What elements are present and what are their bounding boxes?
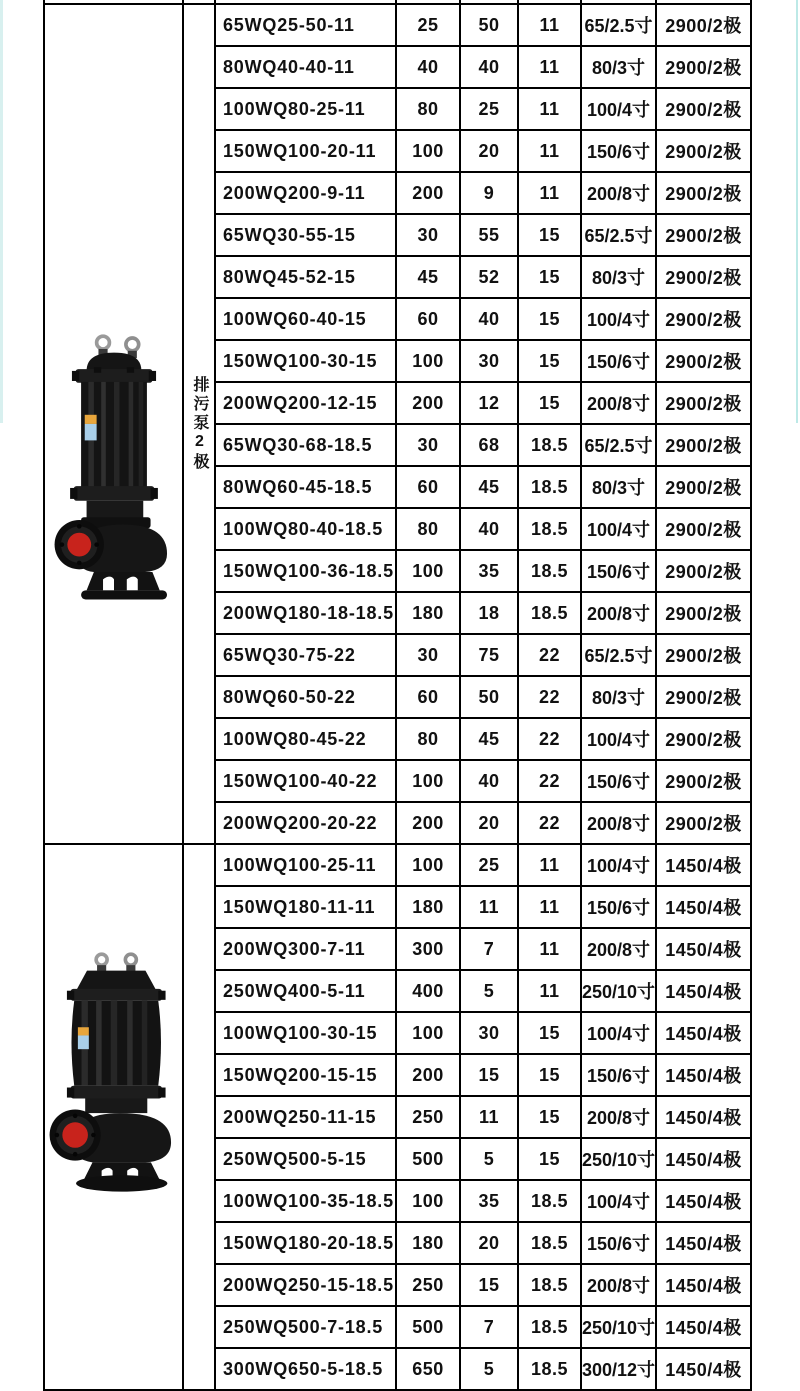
cell-speed: 2900/2极 [657, 635, 750, 677]
cell-speed: 2900/2极 [657, 341, 750, 383]
pump-spec-table [43, 0, 752, 1391]
cell-model: 200WQ250-11-15 [216, 1097, 397, 1139]
cell-flow: 300 [397, 929, 461, 971]
cell-model: 150WQ180-11-11 [216, 887, 397, 929]
cell-outlet: 100/4寸 [582, 509, 657, 551]
cell-power: 15 [519, 215, 582, 257]
cell-head: 52 [461, 257, 519, 299]
cell-power: 22 [519, 635, 582, 677]
cell-model: 150WQ100-30-15 [216, 341, 397, 383]
cell-model: 300WQ650-5-18.5 [216, 1349, 397, 1391]
cell-speed: 2900/2极 [657, 89, 750, 131]
cell-power: 11 [519, 173, 582, 215]
cell-model: 65WQ25-50-11 [216, 5, 397, 47]
cell-outlet: 100/4寸 [582, 719, 657, 761]
cell-power: 22 [519, 677, 582, 719]
cell-flow: 400 [397, 971, 461, 1013]
cell-model: 150WQ180-20-18.5 [216, 1223, 397, 1265]
cell-speed: 2900/2极 [657, 761, 750, 803]
cell-outlet: 150/6寸 [582, 551, 657, 593]
cell-speed: 2900/2极 [657, 425, 750, 467]
cell-power: 18.5 [519, 551, 582, 593]
cell-speed: 1450/4极 [657, 1013, 750, 1055]
cell-speed: 2900/2极 [657, 551, 750, 593]
cell-power: 18.5 [519, 1307, 582, 1349]
cell-head: 68 [461, 425, 519, 467]
cell-head: 45 [461, 467, 519, 509]
cell-power: 11 [519, 887, 582, 929]
cell-outlet: 65/2.5寸 [582, 635, 657, 677]
cell-speed: 1450/4极 [657, 929, 750, 971]
cell-outlet: 80/3寸 [582, 257, 657, 299]
cell-head: 15 [461, 1055, 519, 1097]
cell-speed: 1450/4极 [657, 1139, 750, 1181]
cell-flow: 60 [397, 467, 461, 509]
cell-flow: 180 [397, 593, 461, 635]
cell-speed: 2900/2极 [657, 215, 750, 257]
cell-model: 200WQ180-18-18.5 [216, 593, 397, 635]
cell-outlet: 100/4寸 [582, 1013, 657, 1055]
cell-flow: 100 [397, 1181, 461, 1223]
cell-speed: 2900/2极 [657, 299, 750, 341]
cell-speed: 2900/2极 [657, 383, 750, 425]
cell-head: 45 [461, 719, 519, 761]
page-edge-strip-left [0, 0, 3, 423]
cell-outlet: 200/8寸 [582, 1097, 657, 1139]
cell-model: 250WQ500-5-15 [216, 1139, 397, 1181]
cell-flow: 80 [397, 89, 461, 131]
cell-outlet: 100/4寸 [582, 845, 657, 887]
cell-flow: 180 [397, 887, 461, 929]
cell-flow: 100 [397, 845, 461, 887]
cell-flow: 180 [397, 1223, 461, 1265]
cell-model: 150WQ200-15-15 [216, 1055, 397, 1097]
cell-speed: 2900/2极 [657, 803, 750, 845]
cell-flow: 200 [397, 803, 461, 845]
cell-head: 5 [461, 1349, 519, 1391]
cell-model: 65WQ30-55-15 [216, 215, 397, 257]
cell-head: 11 [461, 887, 519, 929]
cell-outlet: 200/8寸 [582, 383, 657, 425]
cell-head: 35 [461, 551, 519, 593]
sewage-pump-image [50, 330, 178, 602]
cell-speed: 1450/4极 [657, 1055, 750, 1097]
cell-outlet: 80/3寸 [582, 677, 657, 719]
cell-outlet: 150/6寸 [582, 341, 657, 383]
cell-power: 11 [519, 5, 582, 47]
cell-flow: 200 [397, 1055, 461, 1097]
cell-speed: 2900/2极 [657, 47, 750, 89]
cell-flow: 30 [397, 425, 461, 467]
cell-flow: 30 [397, 215, 461, 257]
cell-power: 15 [519, 1055, 582, 1097]
cell-speed: 1450/4极 [657, 1097, 750, 1139]
cell-model: 100WQ100-35-18.5 [216, 1181, 397, 1223]
cell-outlet: 150/6寸 [582, 887, 657, 929]
cell-flow: 60 [397, 299, 461, 341]
table-section-2pole [45, 5, 750, 845]
cell-power: 22 [519, 719, 582, 761]
cell-speed: 2900/2极 [657, 131, 750, 173]
sewage-pump-image [45, 946, 182, 1198]
cell-speed: 2900/2极 [657, 677, 750, 719]
cell-head: 25 [461, 89, 519, 131]
cell-outlet: 250/10寸 [582, 1139, 657, 1181]
cell-flow: 500 [397, 1139, 461, 1181]
cell-model: 250WQ400-5-11 [216, 971, 397, 1013]
cell-flow: 40 [397, 47, 461, 89]
page-edge-strip-right [796, 0, 798, 423]
cell-power: 18.5 [519, 1349, 582, 1391]
cell-flow: 100 [397, 131, 461, 173]
cell-outlet: 250/10寸 [582, 971, 657, 1013]
cell-flow: 45 [397, 257, 461, 299]
cell-model: 200WQ250-15-18.5 [216, 1265, 397, 1307]
cell-speed: 2900/2极 [657, 719, 750, 761]
cell-speed: 2900/2极 [657, 5, 750, 47]
cell-model: 100WQ80-25-11 [216, 89, 397, 131]
cell-head: 25 [461, 845, 519, 887]
cell-flow: 500 [397, 1307, 461, 1349]
cell-head: 18 [461, 593, 519, 635]
cell-speed: 2900/2极 [657, 467, 750, 509]
cell-power: 18.5 [519, 593, 582, 635]
cell-speed: 2900/2极 [657, 509, 750, 551]
cell-head: 5 [461, 971, 519, 1013]
cell-power: 15 [519, 1097, 582, 1139]
cell-model: 80WQ60-45-18.5 [216, 467, 397, 509]
cell-flow: 25 [397, 5, 461, 47]
cell-flow: 250 [397, 1097, 461, 1139]
cell-flow: 100 [397, 1013, 461, 1055]
cell-model: 80WQ45-52-15 [216, 257, 397, 299]
cell-speed: 2900/2极 [657, 257, 750, 299]
cell-model: 100WQ80-40-18.5 [216, 509, 397, 551]
cell-model: 150WQ100-40-22 [216, 761, 397, 803]
cell-outlet: 150/6寸 [582, 1055, 657, 1097]
cell-power: 11 [519, 929, 582, 971]
cell-speed: 1450/4极 [657, 1349, 750, 1391]
cell-outlet: 250/10寸 [582, 1307, 657, 1349]
cell-head: 35 [461, 1181, 519, 1223]
cell-model: 150WQ100-20-11 [216, 131, 397, 173]
cell-speed: 1450/4极 [657, 971, 750, 1013]
cell-outlet: 300/12寸 [582, 1349, 657, 1391]
cell-model: 200WQ200-12-15 [216, 383, 397, 425]
cell-flow: 30 [397, 635, 461, 677]
cell-outlet: 100/4寸 [582, 299, 657, 341]
cell-head: 12 [461, 383, 519, 425]
cell-outlet: 65/2.5寸 [582, 5, 657, 47]
product-image-cell [45, 5, 184, 845]
cell-outlet: 80/3寸 [582, 467, 657, 509]
cell-outlet: 65/2.5寸 [582, 425, 657, 467]
cell-outlet: 80/3寸 [582, 47, 657, 89]
cell-head: 40 [461, 299, 519, 341]
cell-flow: 200 [397, 173, 461, 215]
cell-power: 11 [519, 131, 582, 173]
cell-model: 80WQ40-40-11 [216, 47, 397, 89]
cell-outlet: 150/6寸 [582, 761, 657, 803]
cell-speed: 2900/2极 [657, 593, 750, 635]
category-label-text: 排污泵2极 [191, 376, 208, 472]
cell-power: 15 [519, 383, 582, 425]
cell-flow: 80 [397, 509, 461, 551]
cell-outlet: 65/2.5寸 [582, 215, 657, 257]
cell-head: 50 [461, 677, 519, 719]
cell-model: 80WQ60-50-22 [216, 677, 397, 719]
cell-head: 20 [461, 1223, 519, 1265]
cell-speed: 1450/4极 [657, 1265, 750, 1307]
cell-head: 20 [461, 803, 519, 845]
cell-outlet: 200/8寸 [582, 1265, 657, 1307]
cell-speed: 1450/4极 [657, 1307, 750, 1349]
cell-flow: 100 [397, 341, 461, 383]
cell-power: 18.5 [519, 425, 582, 467]
cell-flow: 200 [397, 383, 461, 425]
cell-model: 200WQ200-9-11 [216, 173, 397, 215]
cell-flow: 80 [397, 719, 461, 761]
cell-power: 11 [519, 47, 582, 89]
cell-power: 18.5 [519, 1181, 582, 1223]
cell-head: 7 [461, 929, 519, 971]
cell-power: 22 [519, 803, 582, 845]
cell-flow: 250 [397, 1265, 461, 1307]
cell-head: 50 [461, 5, 519, 47]
cell-power: 15 [519, 1139, 582, 1181]
cell-power: 15 [519, 299, 582, 341]
cell-power: 18.5 [519, 1265, 582, 1307]
cell-model: 65WQ30-75-22 [216, 635, 397, 677]
cell-head: 55 [461, 215, 519, 257]
cell-outlet: 150/6寸 [582, 1223, 657, 1265]
cell-power: 18.5 [519, 467, 582, 509]
cell-flow: 650 [397, 1349, 461, 1391]
cell-outlet: 200/8寸 [582, 929, 657, 971]
cell-head: 75 [461, 635, 519, 677]
cell-speed: 2900/2极 [657, 173, 750, 215]
cell-power: 18.5 [519, 509, 582, 551]
cell-head: 30 [461, 1013, 519, 1055]
cell-head: 40 [461, 509, 519, 551]
cell-power: 18.5 [519, 1223, 582, 1265]
cell-head: 9 [461, 173, 519, 215]
cell-model: 100WQ100-30-15 [216, 1013, 397, 1055]
product-image-cell [45, 845, 184, 1391]
cell-head: 15 [461, 1265, 519, 1307]
cell-outlet: 100/4寸 [582, 89, 657, 131]
cell-model: 100WQ100-25-11 [216, 845, 397, 887]
cell-model: 65WQ30-68-18.5 [216, 425, 397, 467]
category-label [184, 845, 216, 1391]
cell-outlet: 200/8寸 [582, 803, 657, 845]
cell-speed: 1450/4极 [657, 887, 750, 929]
cell-model: 100WQ60-40-15 [216, 299, 397, 341]
cell-model: 150WQ100-36-18.5 [216, 551, 397, 593]
cell-head: 11 [461, 1097, 519, 1139]
cell-head: 40 [461, 761, 519, 803]
cell-power: 11 [519, 971, 582, 1013]
cell-outlet: 200/8寸 [582, 593, 657, 635]
category-label [184, 5, 216, 845]
cell-head: 30 [461, 341, 519, 383]
cell-model: 250WQ500-7-18.5 [216, 1307, 397, 1349]
cell-flow: 60 [397, 677, 461, 719]
cell-speed: 1450/4极 [657, 845, 750, 887]
cell-power: 11 [519, 845, 582, 887]
cell-power: 15 [519, 341, 582, 383]
cell-speed: 1450/4极 [657, 1181, 750, 1223]
cell-model: 200WQ300-7-11 [216, 929, 397, 971]
cell-model: 100WQ80-45-22 [216, 719, 397, 761]
table-section-4pole [45, 845, 750, 1391]
cell-power: 22 [519, 761, 582, 803]
cell-head: 40 [461, 47, 519, 89]
cell-flow: 100 [397, 761, 461, 803]
cell-head: 7 [461, 1307, 519, 1349]
cell-model: 200WQ200-20-22 [216, 803, 397, 845]
cell-head: 5 [461, 1139, 519, 1181]
cell-speed: 1450/4极 [657, 1223, 750, 1265]
cell-power: 15 [519, 1013, 582, 1055]
cell-outlet: 200/8寸 [582, 173, 657, 215]
cell-power: 11 [519, 89, 582, 131]
cell-head: 20 [461, 131, 519, 173]
cell-outlet: 150/6寸 [582, 131, 657, 173]
cell-outlet: 100/4寸 [582, 1181, 657, 1223]
cell-power: 15 [519, 257, 582, 299]
cell-flow: 100 [397, 551, 461, 593]
